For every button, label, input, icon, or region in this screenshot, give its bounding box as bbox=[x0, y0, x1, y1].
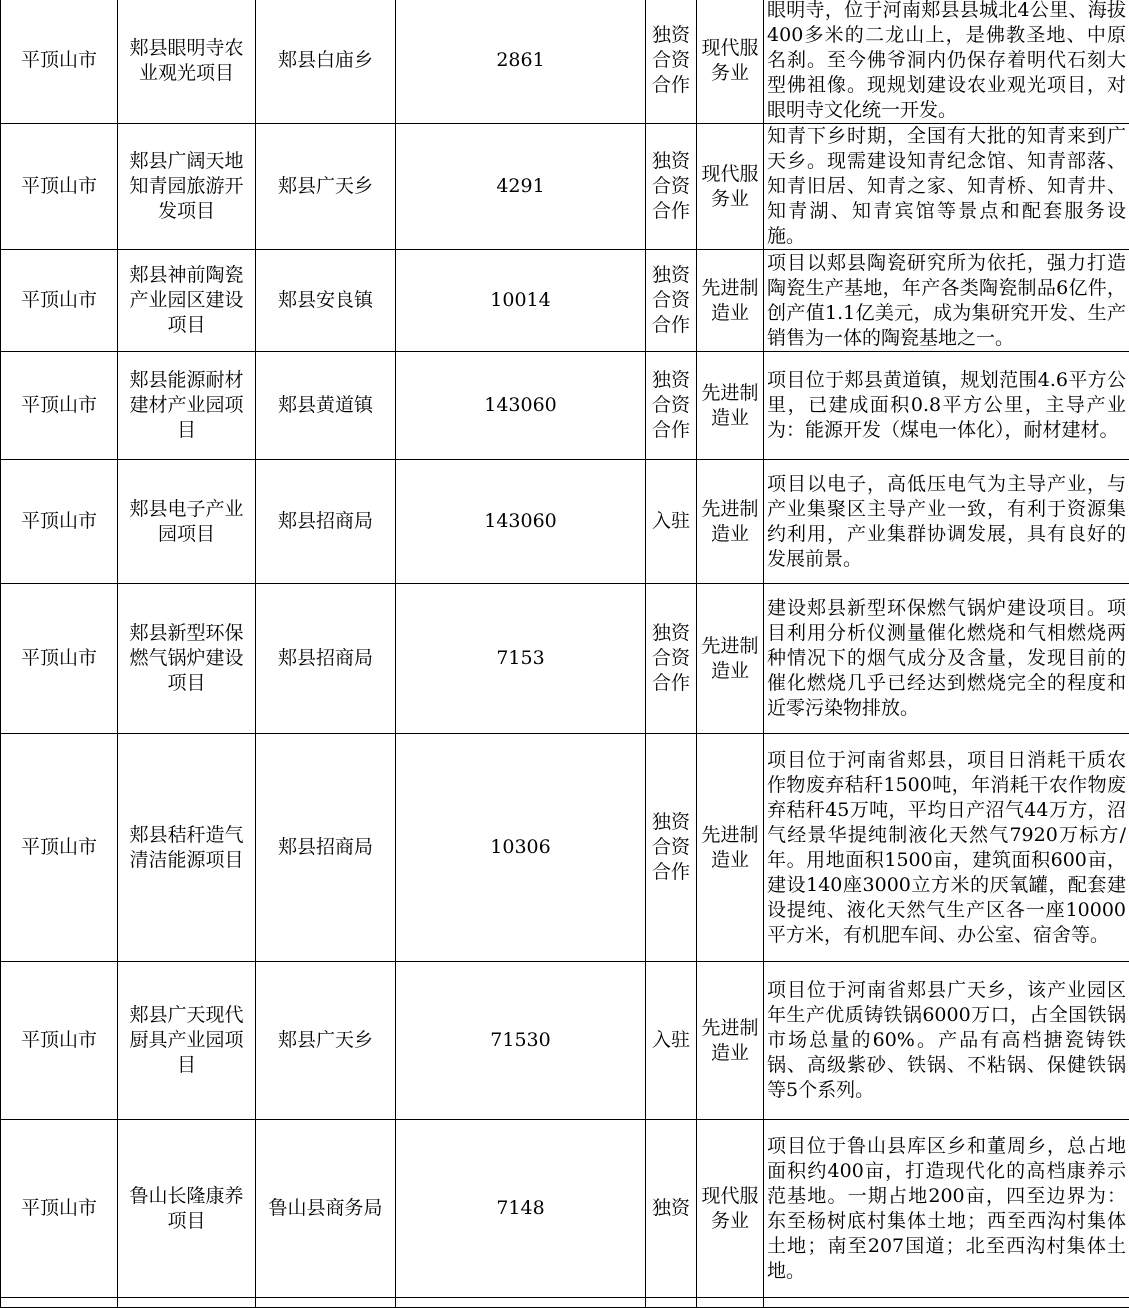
table-row bbox=[1, 460, 1129, 584]
description-cell: 项目位于河南省郏县，项目日消耗干质农作物废弃秸秆1500吨，年消耗干农作物废弃秸秆45万吨，平均日产沼气44万方，沼气经景华提纯制液化天然气7920万标方/年。用地面积1500亩，建筑面积600亩，建设140座3000立方米的厌氧罐，配套建设提纯、液化天然气生产区各一座10000平方米，有机肥车间、办公室、宿舍等。 bbox=[764, 734, 1129, 962]
location-cell: 郏县黄道镇 bbox=[256, 352, 396, 460]
industry-cell: 现代服务业 bbox=[697, 0, 764, 124]
table-row bbox=[1, 0, 1129, 124]
industry-cell: 先进制造业 bbox=[697, 584, 764, 734]
city-cell: 平顶山市 bbox=[1, 460, 118, 584]
city-cell: 平顶山市 bbox=[1, 1120, 118, 1298]
cooperation-mode-cell: 独资合资合作 bbox=[646, 584, 697, 734]
investment-cell: 10014 bbox=[396, 250, 646, 352]
description-cell: 项目以郏县陶瓷研究所为依托，强力打造陶瓷生产基地，年产各类陶瓷制品6亿件，创产值1.1亿美元，成为集研究开发、生产销售为一体的陶瓷基地之一。 bbox=[764, 250, 1129, 352]
description-cell: 眼明寺，位于河南郏县县城北4公里、海拔400多米的二龙山上，是佛教圣地、中原名刹。至今佛爷洞内仍保存着明代石刻大型佛祖像。现规划建设农业观光项目，对眼明寺文化统一开发。 bbox=[764, 0, 1129, 124]
investment-cell: 10306 bbox=[396, 734, 646, 962]
empty-cell bbox=[1, 1298, 118, 1308]
location-cell: 郏县广天乡 bbox=[256, 962, 396, 1120]
cooperation-mode-cell: 独资 bbox=[646, 1120, 697, 1298]
industry-cell: 现代服务业 bbox=[697, 124, 764, 250]
empty-cell bbox=[118, 1298, 256, 1308]
description-cell: 项目位于河南省郏县广天乡，该产业园区年生产优质铸铁锅6000万口，占全国铁锅市场总量的60%。产品有高档搪瓷铸铁锅、高级紫砂、铁锅、不粘锅、保健铁锅等5个系列。 bbox=[764, 962, 1129, 1120]
table-row bbox=[1, 124, 1129, 250]
description-cell: 项目以电子，高低压电气为主导产业，与产业集聚区主导产业一致，有利于资源集约利用，产业集群协调发展，具有良好的发展前景。 bbox=[764, 460, 1129, 584]
location-cell: 郏县招商局 bbox=[256, 460, 396, 584]
table-row bbox=[1, 734, 1129, 962]
cooperation-mode-cell: 独资合资合作 bbox=[646, 250, 697, 352]
investment-cell: 2861 bbox=[396, 0, 646, 124]
city-cell: 平顶山市 bbox=[1, 584, 118, 734]
empty-cell bbox=[646, 1298, 697, 1308]
project-name-cell: 郏县神前陶瓷产业园区建设项目 bbox=[118, 250, 256, 352]
city-cell: 平顶山市 bbox=[1, 352, 118, 460]
cooperation-mode-cell: 独资合资合作 bbox=[646, 124, 697, 250]
city-cell: 平顶山市 bbox=[1, 962, 118, 1120]
empty-cell bbox=[697, 1298, 764, 1308]
project-name-cell: 郏县广阔天地知青园旅游开发项目 bbox=[118, 124, 256, 250]
cooperation-mode-cell: 独资合资合作 bbox=[646, 734, 697, 962]
investment-cell: 143060 bbox=[396, 460, 646, 584]
description-cell: 知青下乡时期，全国有大批的知青来到广天乡。现需建设知青纪念馆、知青部落、知青旧居、知青之家、知青桥、知青井、知青湖、知青宾馆等景点和配套服务设施。 bbox=[764, 124, 1129, 250]
city-cell: 平顶山市 bbox=[1, 0, 118, 124]
industry-cell: 先进制造业 bbox=[697, 734, 764, 962]
location-cell: 郏县招商局 bbox=[256, 584, 396, 734]
investment-cell: 4291 bbox=[396, 124, 646, 250]
description-cell: 项目位于鲁山县库区乡和董周乡，总占地面积约400亩，打造现代化的高档康养示范基地。一期占地200亩，四至边界为：东至杨树底村集体土地；西至西沟村集体土地；南至207国道；北至西沟村集体土地。 bbox=[764, 1120, 1129, 1298]
project-name-cell: 鲁山长隆康养项目 bbox=[118, 1120, 256, 1298]
description-cell: 建设郏县新型环保燃气锅炉建设项目。项目利用分析仪测量催化燃烧和气相燃烧两种情况下的烟气成分及含量，发现目前的催化燃烧几乎已经达到燃烧完全的程度和近零污染物排放。 bbox=[764, 584, 1129, 734]
project-name-cell: 郏县新型环保燃气锅炉建设项目 bbox=[118, 584, 256, 734]
investment-cell: 7148 bbox=[396, 1120, 646, 1298]
project-name-cell: 郏县能源耐材建材产业园项目 bbox=[118, 352, 256, 460]
table-body bbox=[1, 0, 1129, 1308]
table-row bbox=[1, 250, 1129, 352]
city-cell: 平顶山市 bbox=[1, 734, 118, 962]
table-row bbox=[1, 962, 1129, 1120]
project-name-cell: 郏县眼明寺农业观光项目 bbox=[118, 0, 256, 124]
industry-cell: 先进制造业 bbox=[697, 460, 764, 584]
table-row bbox=[1, 1120, 1129, 1298]
cooperation-mode-cell: 独资合资合作 bbox=[646, 0, 697, 124]
empty-cell bbox=[396, 1298, 646, 1308]
location-cell: 郏县招商局 bbox=[256, 734, 396, 962]
investment-cell: 7153 bbox=[396, 584, 646, 734]
empty-cell bbox=[764, 1298, 1129, 1308]
table-row bbox=[1, 352, 1129, 460]
project-name-cell: 郏县秸秆造气清洁能源项目 bbox=[118, 734, 256, 962]
investment-cell: 71530 bbox=[396, 962, 646, 1120]
city-cell: 平顶山市 bbox=[1, 250, 118, 352]
empty-cell bbox=[256, 1298, 396, 1308]
industry-cell: 先进制造业 bbox=[697, 250, 764, 352]
industry-cell: 现代服务业 bbox=[697, 1120, 764, 1298]
industry-cell: 先进制造业 bbox=[697, 352, 764, 460]
location-cell: 郏县安良镇 bbox=[256, 250, 396, 352]
location-cell: 鲁山县商务局 bbox=[256, 1120, 396, 1298]
industry-cell: 先进制造业 bbox=[697, 962, 764, 1120]
investment-cell: 143060 bbox=[396, 352, 646, 460]
description-cell: 项目位于郏县黄道镇，规划范围4.6平方公里，已建成面积0.8平方公里，主导产业为：能源开发（煤电一体化），耐材建材。 bbox=[764, 352, 1129, 460]
cooperation-mode-cell: 入驻 bbox=[646, 962, 697, 1120]
table-row-partial bbox=[1, 1298, 1129, 1308]
project-name-cell: 郏县广天现代厨具产业园项目 bbox=[118, 962, 256, 1120]
cooperation-mode-cell: 独资合资合作 bbox=[646, 352, 697, 460]
table-row bbox=[1, 584, 1129, 734]
city-cell: 平顶山市 bbox=[1, 124, 118, 250]
project-name-cell: 郏县电子产业园项目 bbox=[118, 460, 256, 584]
location-cell: 郏县广天乡 bbox=[256, 124, 396, 250]
location-cell: 郏县白庙乡 bbox=[256, 0, 396, 124]
cooperation-mode-cell: 入驻 bbox=[646, 460, 697, 584]
